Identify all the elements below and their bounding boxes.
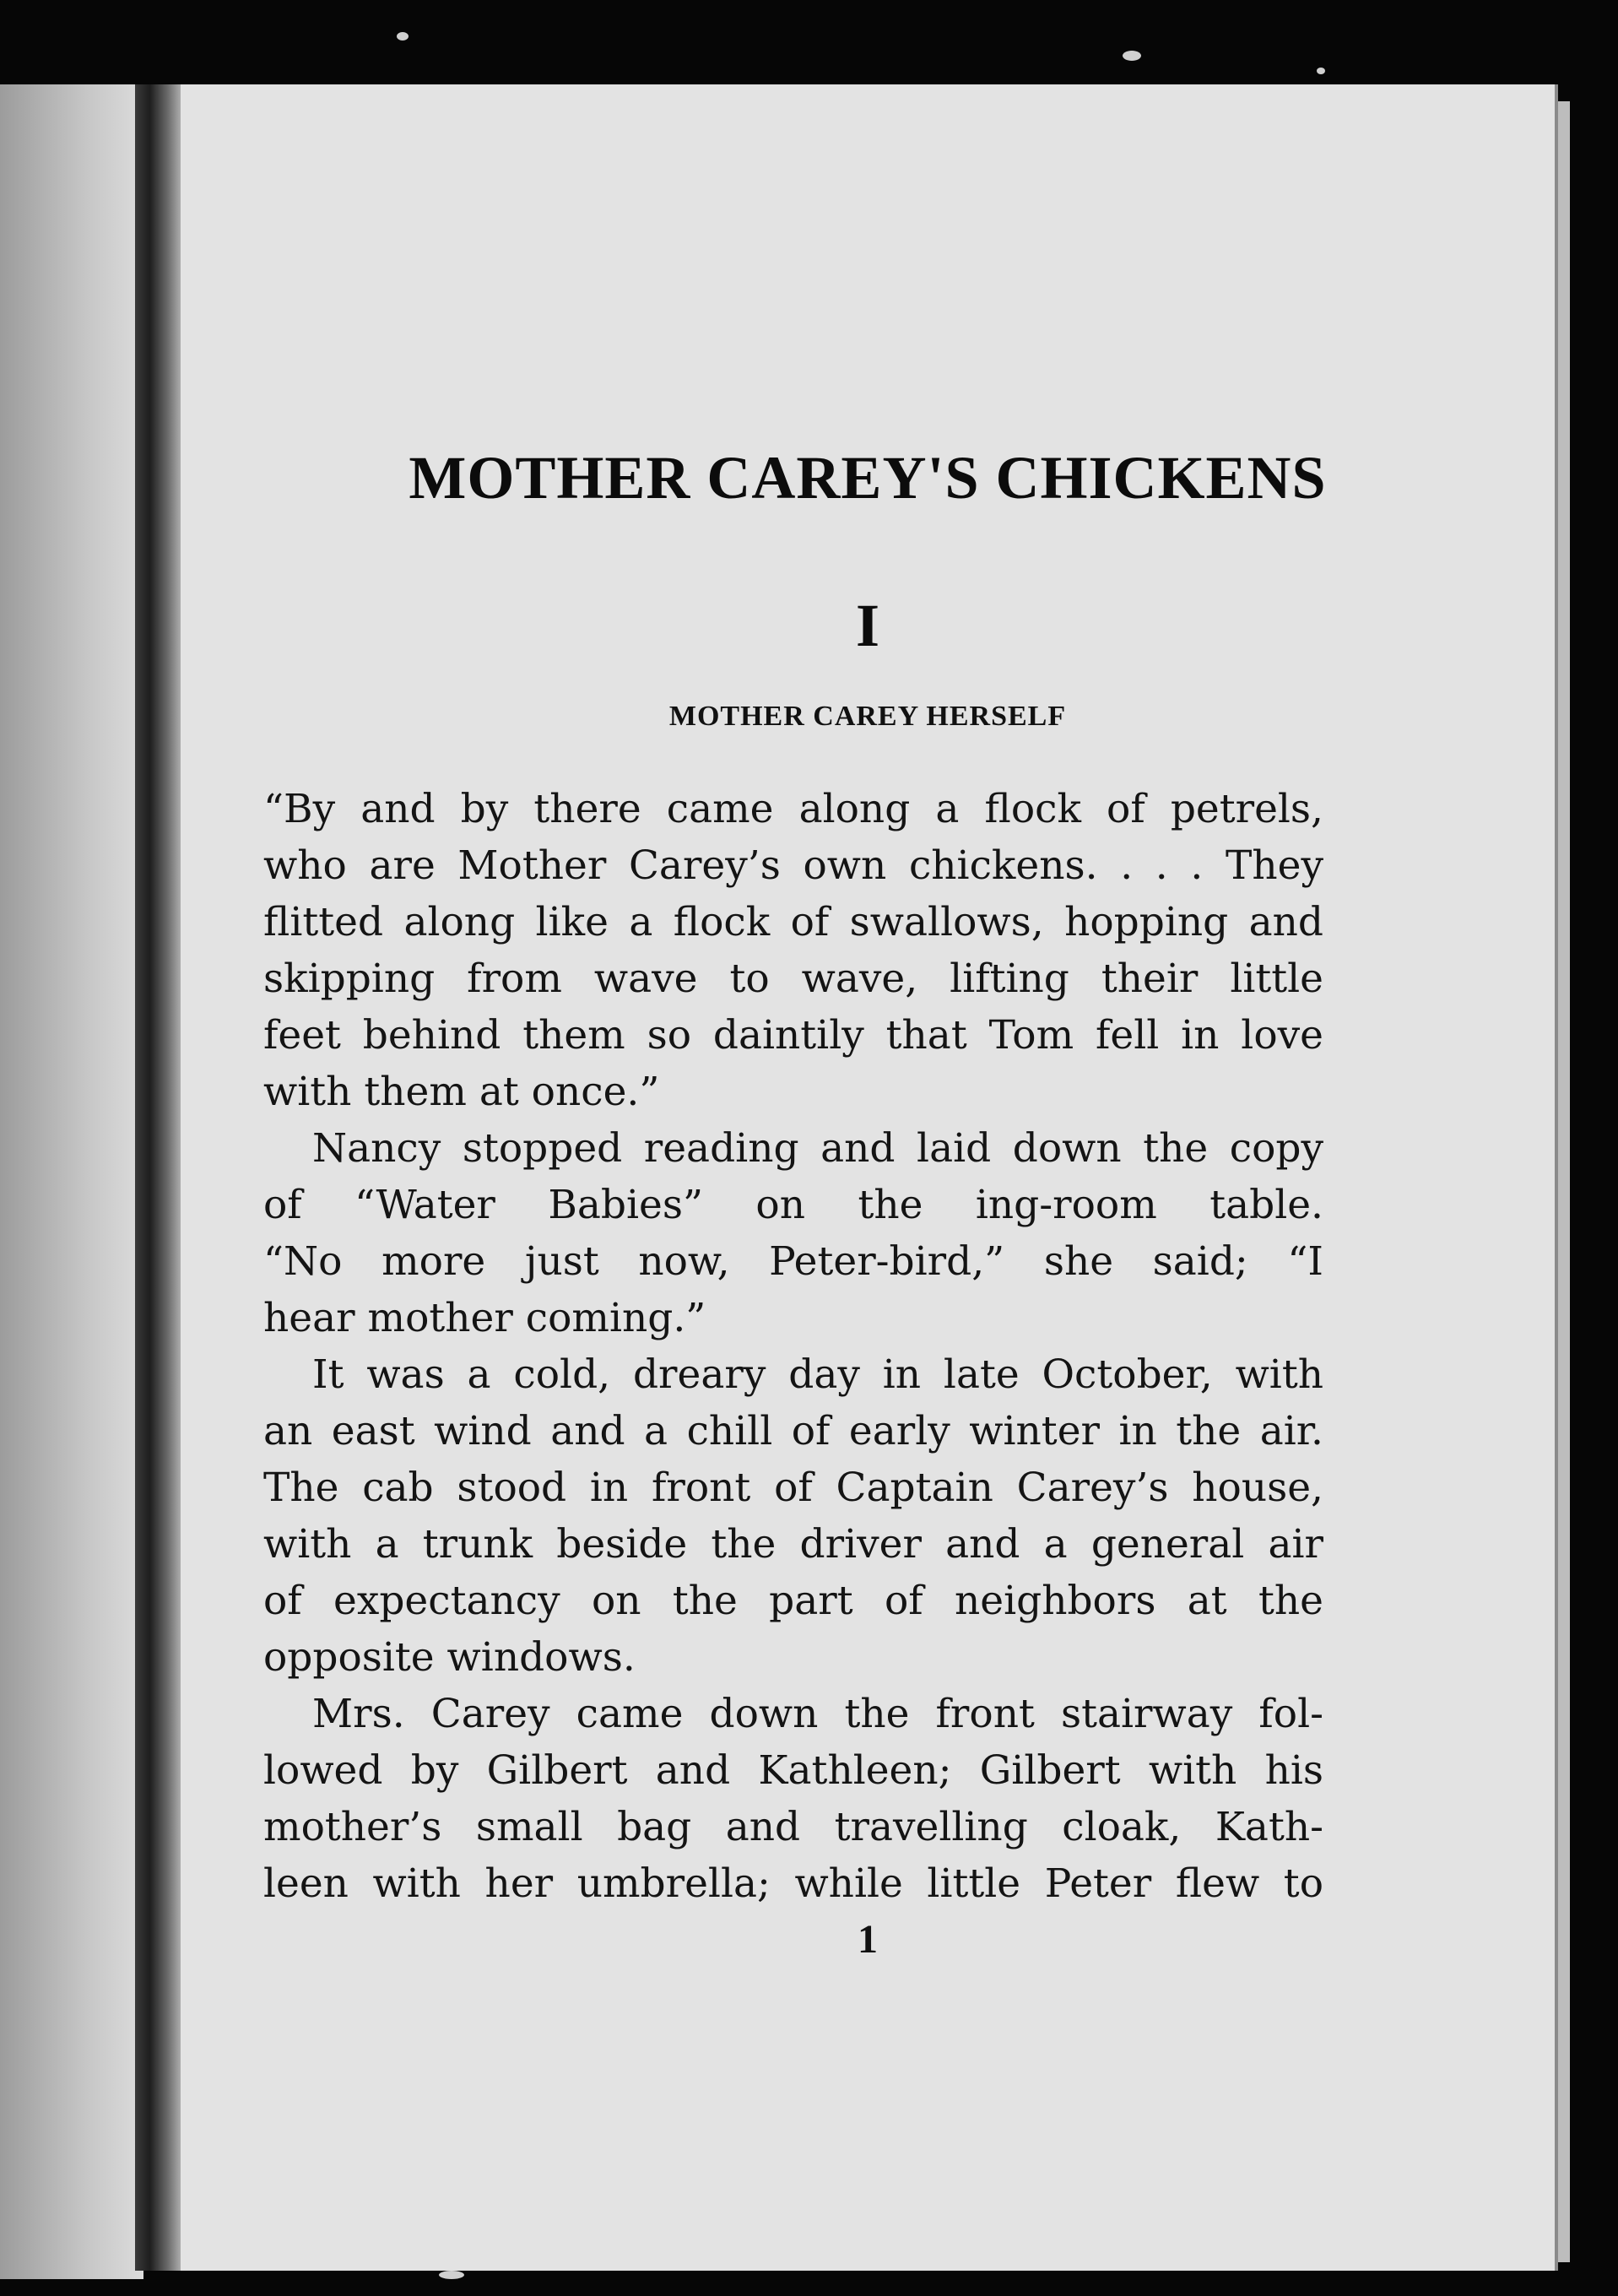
text-line: an east wind and a chill of early winter in the air. [263,1408,1323,1454]
text-line: Mrs. Carey came down the front stairway fol- [312,1691,1323,1737]
dust-speck [1317,68,1325,74]
chapter-number: I [855,592,880,659]
text-line: skipping from wave to wave, lifting their little [263,956,1323,1002]
text-line: feet behind them so daintily that Tom fell in love [263,1012,1323,1059]
text-line: who are Mother Carey’s own chickens. . . . They [263,842,1323,889]
book-title: MOTHER CAREY'S CHICKENS [409,444,1327,512]
chapter-title: MOTHER CAREY HERSELF [668,701,1067,732]
text-line: with them at once.” [263,1069,660,1115]
dust-speck [439,2271,464,2279]
dust-speck [397,32,409,41]
page-edge [1558,101,1570,2262]
text-line: “By and by there came along a flock of petrels, [263,786,1323,832]
text-line: Nancy stopped reading and laid down the copy [312,1125,1323,1172]
text-line: with a trunk beside the driver and a general air [263,1521,1323,1568]
text-line: lowed by Gilbert and Kathleen; Gilbert with his [263,1747,1323,1794]
text-line: hear mother coming.” [263,1295,706,1341]
dust-speck [1123,51,1141,61]
text-line: It was a cold, dreary day in late October, with [312,1351,1323,1398]
text-line: opposite windows. [263,1634,636,1681]
text-line: of “Water Babies” on the ing-room table. [263,1182,1323,1228]
text-line: of expectancy on the part of neighbors at the [263,1578,1323,1624]
text-line: leen with her umbrella; while little Peter flew to [263,1860,1323,1907]
text-line: “No more just now, Peter-bird,” she said; “I [263,1238,1323,1285]
body-text [263,781,1323,1912]
text-line: mother’s small bag and travelling cloak, Kath- [263,1804,1323,1850]
page-number: 1 [858,1917,878,1962]
text-line: The cab stood in front of Captain Carey’s house, [263,1465,1323,1511]
text-line: flitted along like a flock of swallows, hopping and [263,899,1323,945]
facing-page-edge [0,84,143,2279]
